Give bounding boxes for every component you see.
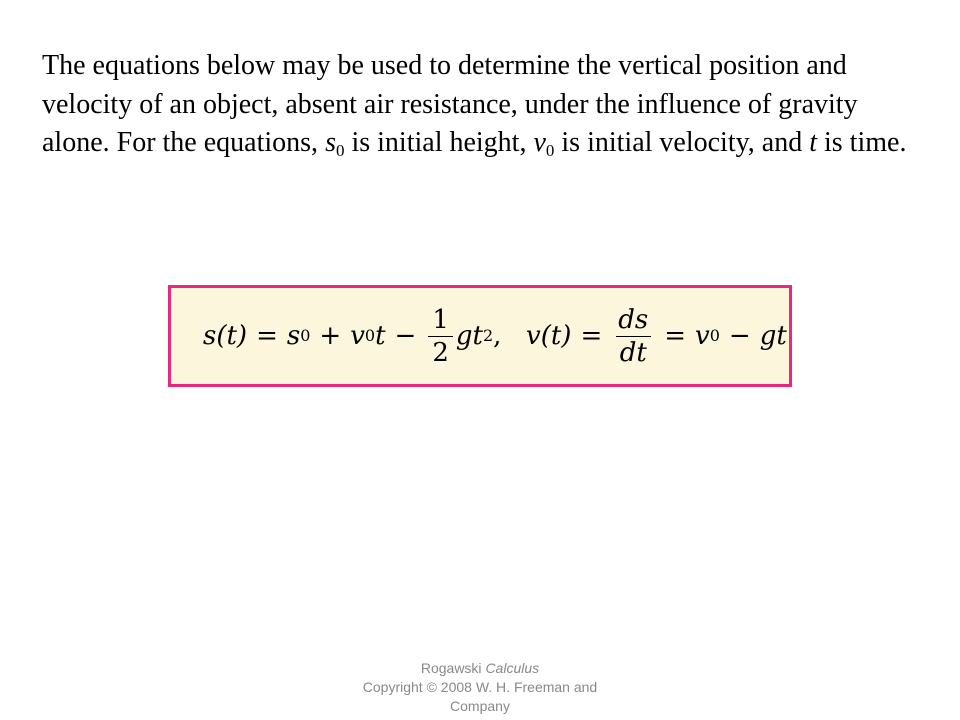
equals-sign: = — [256, 321, 278, 351]
fraction-numerator: 1 — [432, 304, 449, 335]
v0-subscript: 0 — [545, 141, 555, 160]
equals-sign: = — [664, 321, 687, 351]
minus-sign: − — [728, 321, 751, 351]
gt-term: gt — [759, 321, 787, 351]
equals-sign: = — [580, 321, 603, 351]
t-variable: t — [375, 321, 386, 351]
derivative-denominator: dt — [616, 336, 651, 367]
v-variable: v — [695, 321, 710, 351]
comma: , — [493, 321, 502, 351]
s-variable: s — [286, 321, 301, 351]
derivative-numerator: ds — [618, 304, 649, 335]
intro-text-2: is initial height, — [344, 127, 534, 158]
intro-paragraph — [42, 47, 922, 163]
intro-text-4: is time. — [817, 127, 907, 158]
derivative-fraction — [614, 306, 652, 367]
velocity-lhs: v(t) — [526, 321, 572, 351]
half-fraction — [428, 306, 453, 367]
equation-box — [168, 285, 792, 387]
fraction-denominator: 2 — [428, 336, 453, 367]
copyright-footer — [340, 659, 620, 716]
t-symbol: t — [809, 127, 817, 158]
footer-line-1 — [340, 659, 620, 678]
gt-term: gt — [455, 321, 483, 351]
v-variable: v — [350, 321, 365, 351]
footer-book-title: Calculus — [485, 660, 540, 676]
plus-sign: + — [319, 321, 342, 351]
position-lhs: s(t) — [203, 321, 248, 351]
intro-text-1: The equations below may be used to determine the vertical position and velocity of an object, absent air resistance, under the influence of gravity alone. For the equations, — [42, 50, 858, 158]
position-equation: s(t) = s 0 + v 0 t − $\frac{1}{2}$ gt 2 , — [203, 304, 502, 368]
footer-author: Rogawski — [420, 660, 486, 676]
minus-sign: − — [394, 321, 417, 351]
footer-copyright: Copyright © 2008 W. H. Freeman and Company — [362, 679, 598, 714]
s0-symbol: s — [325, 127, 336, 158]
velocity-equation: v(t) = $\frac{ds}{dt}$ = v 0 − gt — [526, 304, 787, 368]
v0-symbol: v — [533, 127, 546, 158]
s0-subscript: 0 — [335, 141, 345, 160]
intro-text-3: is initial velocity, and — [554, 127, 810, 158]
